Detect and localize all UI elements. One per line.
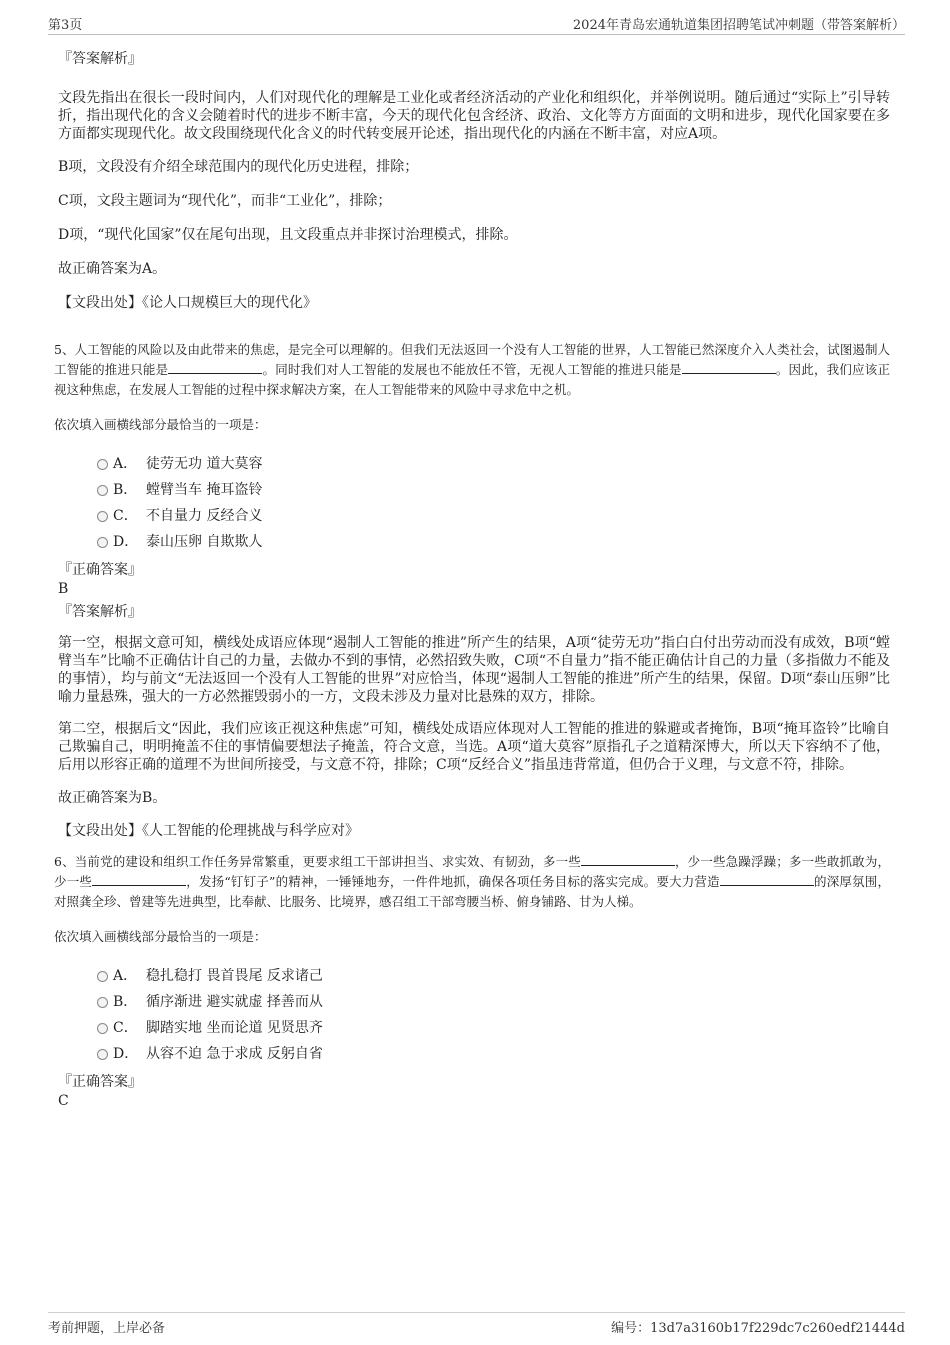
q5-analysis-label: 『答案解析』 (58, 604, 142, 620)
option-text: 螳臂当车 掩耳盗铃 (146, 482, 263, 498)
option-text: 脚踏实地 坐而论道 见贤思齐 (146, 1020, 323, 1036)
q4-analysis-p3: C项，文段主题词为“现代化”，而非“工业化”，排除； (58, 193, 392, 209)
q5-option-a[interactable] (58, 451, 890, 477)
q5-stem-part-2: 。同时我们对人工智能的发展也不能放任不管，无视人工智能的推进只能是 (262, 362, 682, 377)
document-title: 2024年青岛宏通轨道集团招聘笔试冲刺题（带答案解析） (572, 18, 905, 33)
q6-stem-part-4: 的深厚氛围，对照龚全珍、曾建等先进典型，比奉献、比服务、比境界，感召组工干部弯腰当桥、俯身铺路、甘为人梯。 (54, 874, 890, 909)
q4-analysis-p2: B项，文段没有介绍全球范围内的现代化历史进程，排除； (58, 159, 419, 175)
q6-answer: C (58, 1093, 69, 1109)
option-letter: D． (113, 1046, 139, 1062)
q6-stem-part-2: ，少一些急躁浮躁；多一些敢抓敢为，少一些 (54, 854, 890, 889)
footer-slogan: 考前押题，上岸必备 (48, 1321, 166, 1336)
q4-conclusion: 故正确答案为A。 (58, 261, 167, 277)
q6-option-b[interactable] (58, 989, 890, 1015)
document-code: 编号：13d7a3160b17f229dc7c260edf21444d (611, 1321, 905, 1336)
q6-blank-1 (581, 853, 675, 866)
q5-option-b[interactable] (58, 477, 890, 503)
option-letter: B． (113, 482, 138, 498)
option-letter: D． (113, 534, 139, 550)
q5-instruction: 依次填入画横线部分最恰当的一项是： (54, 417, 267, 432)
option-letter: C． (113, 1020, 138, 1036)
page-footer (48, 1312, 905, 1337)
q4-analysis-label: 『答案解析』 (58, 51, 142, 67)
option-text: 从容不迫 急于求成 反躬自省 (146, 1046, 323, 1062)
option-letter: A． (113, 968, 138, 984)
q5-option-c[interactable] (58, 503, 890, 529)
q6-blank-2 (92, 873, 186, 886)
option-text: 泰山压卵 自欺欺人 (146, 534, 263, 550)
q6-blank-3 (720, 873, 814, 886)
option-text: 循序渐进 避实就虚 择善而从 (146, 994, 323, 1010)
q4-analysis-p1: 文段先指出在很长一段时间内，人们对现代化的理解是工业化或者经济活动的产业化和组织化，并举例说明。随后通过“实际上”引导转折，指出现代化的含义会随着时代的进步不断丰富，今天的现代化包含经济、政治、文化等方方面面的文明和进步，现代化国家要在多方面都实现现代化。故文段围绕现代化含义的时代转变展开论述，指出现代化的内涵在不断丰富，对应A项。 (58, 90, 890, 142)
q6-answer-label: 『正确答案』 (58, 1074, 142, 1090)
q6-option-d[interactable] (58, 1041, 890, 1067)
q6-stem-part-1: 6、当前党的建设和组织工作任务异常繁重，更要求组工干部讲担当、求实效、有韧劲，多一些 (54, 854, 581, 869)
q5-options (58, 451, 890, 555)
q6-options (58, 963, 890, 1067)
radio-icon[interactable] (97, 997, 108, 1008)
q6-instruction: 依次填入画横线部分最恰当的一项是： (54, 929, 267, 944)
q5-stem-part-3: 。因此，我们应该正视这种焦虑，在发展人工智能的过程中探求解决方案，在人工智能带来的风险中寻求危中之机。 (54, 362, 890, 397)
q6-option-a[interactable] (58, 963, 890, 989)
q5-blank-2 (682, 361, 776, 374)
option-letter: B． (113, 994, 138, 1010)
q5-option-d[interactable] (58, 529, 890, 555)
q6-stem-part-3: ，发扬“钉钉子”的精神，一锤锤地夯，一件件地抓，确保各项任务目标的落实完成。要大力营造 (186, 874, 720, 889)
radio-icon[interactable] (97, 485, 108, 496)
radio-icon[interactable] (97, 537, 108, 548)
option-letter: C． (113, 508, 138, 524)
q5-stem (54, 340, 890, 400)
q6-stem (54, 852, 890, 912)
page-header (48, 12, 905, 35)
radio-icon[interactable] (97, 1023, 108, 1034)
q5-answer: B (58, 581, 69, 597)
option-text: 徒劳无功 道大莫容 (146, 456, 263, 472)
q4-analysis-p4: D项，“现代化国家”仅在尾句出现，且文段重点并非探讨治理模式，排除。 (58, 227, 518, 243)
q5-conclusion: 故正确答案为B。 (58, 790, 167, 806)
q5-answer-label: 『正确答案』 (58, 562, 142, 578)
radio-icon[interactable] (97, 971, 108, 982)
q5-source: 【文段出处】《人工智能的伦理挑战与科学应对》 (58, 823, 359, 839)
radio-icon[interactable] (97, 459, 108, 470)
q5-analysis-p2: 第二空，根据后文“因此，我们应该正视这种焦虑”可知，横线处成语应体现对人工智能的推进的躲避或者掩饰，B项“掩耳盗铃”比喻自己欺骗自己，明明掩盖不住的事情偏要想法子掩盖，符合文意，当选。A项“道大莫容”原指孔子之道精深博大，所以天下容纳不了他，后用以形容正确的道理不为世间所接受，与文意不符，排除；C项“反经合义”指虽违背常道，但仍合于义理，与文意不符，排除。 (58, 721, 890, 773)
page-content (54, 42, 890, 1110)
option-text: 不自量力 反经合义 (146, 508, 263, 524)
option-text: 稳扎稳打 畏首畏尾 反求诸己 (146, 968, 323, 984)
radio-icon[interactable] (97, 511, 108, 522)
radio-icon[interactable] (97, 1049, 108, 1060)
q4-source: 【文段出处】《论人口规模巨大的现代化》 (58, 295, 317, 311)
q6-option-c[interactable] (58, 1015, 890, 1041)
q5-analysis-p1: 第一空，根据文意可知，横线处成语应体现“遏制人工智能的推进”所产生的结果，A项“徒劳无功”指白白付出劳动而没有成效，B项“螳臂当车”比喻不正确估计自己的力量，去做办不到的事情，必然招致失败，C项“不自量力”指不能正确估计自己的力量（多指做力不能及的事情），均与前文“无法返回一个没有人工智能的世界”对应恰当，体现“遏制人工智能的推进”所产生的结果，保留。D项“泰山压卵”比喻力量悬殊，强大的一方必然摧毁弱小的一方，文段未涉及力量对比悬殊的双方，排除。 (58, 635, 890, 705)
page-number: 第3页 (48, 18, 83, 33)
q5-stem-part-1: 5、人工智能的风险以及由此带来的焦虑，是完全可以理解的。但我们无法返回一个没有人工智能的世界，人工智能已然深度介入人类社会，试图遏制人工智能的推进只能是 (54, 342, 890, 377)
q5-blank-1 (168, 361, 262, 374)
option-letter: A． (113, 456, 138, 472)
